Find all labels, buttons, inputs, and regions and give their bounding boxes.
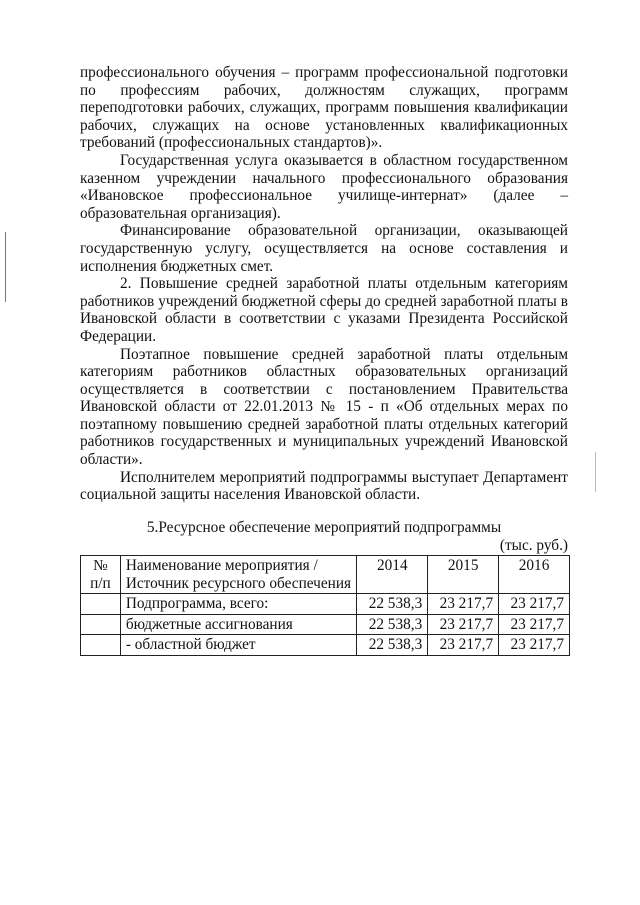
- scan-margin-mark: [5, 232, 6, 302]
- header-2014: 2014: [357, 556, 428, 594]
- header-2016: 2016: [499, 556, 570, 594]
- cell-2014: 22 538,3: [357, 594, 428, 615]
- cell-2016: 23 217,7: [499, 614, 570, 635]
- table-row: [81, 594, 570, 615]
- cell-2015: 23 217,7: [428, 614, 499, 635]
- paragraph: профессионального обучения – программ профессиональной подготовки по профессиям рабочих, должностям служащих, программ переподготовки рабочих, служащих, программ повышения квалификации рабочих, служащих на основе установленных квалификационных требований (профессиональных стандартов)».: [80, 64, 568, 152]
- table-row: [81, 614, 570, 635]
- cell-num: [81, 594, 121, 615]
- cell-name: Подпрограмма, всего:: [120, 594, 357, 615]
- cell-2014: 22 538,3: [357, 635, 428, 656]
- paragraph: Поэтапное повышение средней заработной платы отдельным категориям работников областных образовательных организаций осуществляется в соответствии с постановлением Правительства Ивановской области от 22.01.2013 № 15 - п «Об отдельных мерах по поэтапному повышению средней заработной платы отдельных категорий работников государственных и муниципальных учреждений Ивановской области».: [80, 345, 568, 469]
- resource-table: [80, 555, 570, 656]
- paragraph: Финансирование образовательной организации, оказывающей государственную услугу, осуществляется на основе составления и исполнения бюджетных смет.: [80, 222, 568, 275]
- scan-margin-mark: [595, 452, 596, 492]
- paragraph: Исполнителем мероприятий подпрограммы выступает Департамент социальной защиты населения Ивановской области.: [80, 468, 568, 504]
- table-caption: 5.Ресурсное обеспечение мероприятий подпрограммы: [146, 519, 502, 536]
- cell-num: [81, 635, 121, 656]
- body-text: [80, 64, 568, 504]
- header-name: Наименование мероприятия / Источник ресурсного обеспечения: [120, 556, 357, 594]
- table-header-row: [81, 556, 570, 594]
- cell-2015: 23 217,7: [428, 594, 499, 615]
- cell-name: - областной бюджет: [120, 635, 357, 656]
- cell-2014: 22 538,3: [357, 614, 428, 635]
- table-row: [81, 635, 570, 656]
- header-2015: 2015: [428, 556, 499, 594]
- cell-2015: 23 217,7: [428, 635, 499, 656]
- header-num: № п/п: [81, 556, 121, 594]
- cell-name: бюджетные ассигнования: [120, 614, 357, 635]
- cell-2016: 23 217,7: [499, 635, 570, 656]
- cell-num: [81, 614, 121, 635]
- paragraph: Государственная услуга оказывается в областном государственном казенном учреждении начального профессионального образования «Ивановское профессиональное училище-интернат» (далее – образовательная организация).: [80, 151, 568, 222]
- cell-2016: 23 217,7: [499, 594, 570, 615]
- table-units: (тыс. руб.): [499, 537, 568, 554]
- paragraph: 2. Повышение средней заработной платы отдельным категориям работников учреждений бюджетной сферы до средней заработной платы в Ивановской области в соответствии с указами Президента Российской Федерации.: [80, 275, 568, 345]
